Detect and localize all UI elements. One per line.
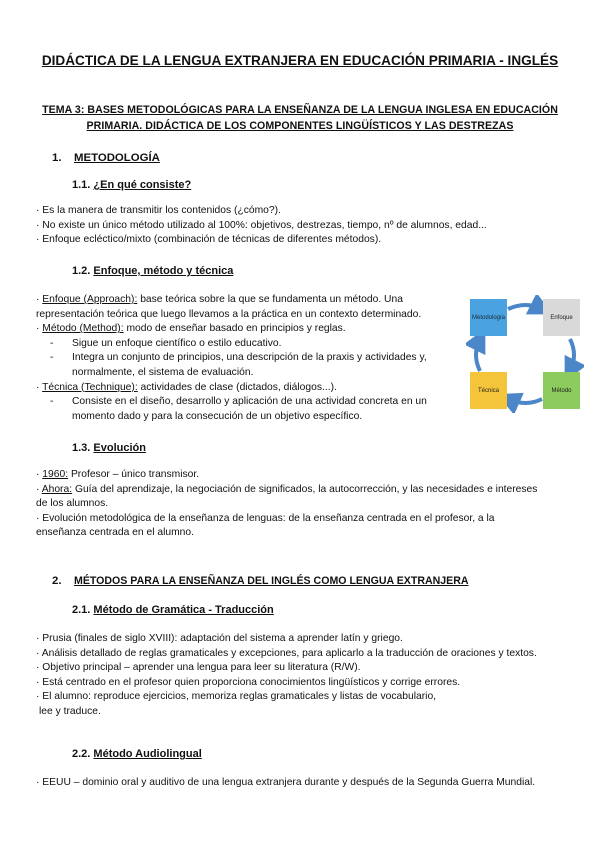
subsection-1-1-number: 1.1.: [72, 179, 91, 191]
subsection-1-1-body: [36, 204, 542, 248]
arrow-icon: [508, 305, 542, 309]
enfoque-definition: · Enfoque (Approach): base teórica sobre la que se fundamenta un método. Una representación teórica que luego llevamos a la práctica en un contexto determinado.: [36, 294, 422, 320]
year-1960-term: 1960:: [42, 469, 69, 480]
subsection-1-3-body: [36, 468, 542, 541]
metodo-text: modo de enseñar basado en principios y reglas.: [123, 323, 346, 335]
text-line: · EEUU – dominio oral y auditivo de una lengua extranjera durante y después de la Segunda Guerra Mundial.: [36, 777, 536, 788]
evolution-1960: · 1960: Profesor – único transmisor.: [36, 469, 200, 480]
list-item: - Integra un conjunto de principios, una descripción de la praxis y actividades y, normalmente, el sistema de evaluación.: [36, 351, 454, 380]
evolution-now: · Ahora: Guía del aprendizaje, la negociación de significados, la autocorrección, y las necesidades e intereses de los alumnos.: [36, 483, 538, 510]
subsection-1-3-title: Evolución: [93, 442, 146, 454]
tecnica-definition: · Técnica (Technique): actividades de clase (dictados, diálogos...).: [36, 381, 337, 393]
subsection-1-1-heading: [72, 178, 191, 192]
subsection-2-1-heading: [72, 603, 274, 617]
text-line: · Prusia (finales de siglo XVIII): adaptación del sistema a aprender latín y griego.: [36, 633, 403, 644]
subsection-1-3-heading: [72, 441, 146, 455]
arrow-icon: [570, 339, 574, 371]
text-line: · Es la manera de transmitir los contenidos (¿cómo?).: [36, 205, 281, 216]
subsection-1-3-number: 1.3.: [72, 442, 91, 454]
text-line: · Objetivo principal – aprender una lengua para leer su literatura (R/W).: [36, 662, 361, 674]
metodo-term: Método (Method):: [42, 323, 124, 335]
metodo-box: Método: [543, 372, 580, 409]
subsection-1-2-heading: [72, 264, 233, 278]
section-2-title: MÉTODOS PARA LA ENSEÑANZA DEL INGLÉS COMO LENGUA EXTRANJERA: [74, 575, 469, 587]
enfoque-term: Enfoque (Approach):: [42, 294, 138, 305]
subsection-1-2-number: 1.2.: [72, 265, 91, 277]
document-title: DIDÁCTICA DE LA LENGUA EXTRANJERA EN EDUCACIÓN PRIMARIA - INGLÉS: [41, 53, 559, 68]
list-item: - Sigue un enfoque científico o estilo educativo.: [36, 337, 454, 352]
text-line: · Enfoque ecléctico/mixto (combinación de técnicas de diferentes métodos).: [36, 234, 382, 246]
text-line: · Está centrado en el profesor quien proporciona conocimientos lingüísticos y corrige errores.: [36, 676, 461, 688]
subsection-1-2-title: Enfoque, método y técnica: [93, 265, 234, 277]
evolution-summary: · Evolución metodológica de la enseñanza de lenguas: de la enseñanza centrada en el profesor, a la enseñanza centrada en el alumno.: [36, 512, 495, 539]
section-1-heading: [52, 151, 160, 165]
section-2-heading: [52, 574, 469, 588]
section-1-title: METODOLOGÍA: [74, 152, 160, 164]
arrow-icon: [476, 339, 480, 371]
tecnica-text: actividades de clase (dictados, diálogos...).: [137, 381, 337, 393]
subsection-2-2-number: 2.2.: [72, 748, 91, 760]
metodo-definition: · Método (Method): modo de enseñar basado en principios y reglas.: [36, 323, 346, 335]
tecnica-box: Técnica: [470, 372, 507, 409]
arrow-icon: [508, 399, 542, 403]
enfoque-box: Enfoque: [543, 299, 580, 336]
subsection-2-1-number: 2.1.: [72, 604, 91, 616]
now-term: Ahora:: [41, 483, 73, 495]
list-item: - Consiste en el diseño, desarrollo y aplicación de una actividad concreta en un momento dado y para la consecución de un objetivo específico.: [36, 395, 454, 424]
subsection-1-1-title: ¿En qué consiste?: [93, 179, 192, 191]
subsection-2-2-heading: [72, 747, 202, 761]
subsection-2-1-body: [36, 632, 542, 720]
subsection-2-2-title: Método Audiolingual: [93, 748, 202, 760]
tecnica-term: Técnica (Technique):: [42, 381, 138, 393]
metodologia-box: Metodología: [470, 299, 507, 336]
document-subtitle: TEMA 3: BASES METODOLÓGICAS PARA LA ENSEÑANZA DE LA LENGUA INGLESA EN EDUCACIÓN PRIMARIA. DIDÁCTICA DE LOS COMPONENTES LINGÜÍSTICOS Y LAS DESTREZAS: [42, 104, 558, 132]
subsection-2-2-body: [36, 776, 542, 791]
text-line: lee y traduce.: [39, 705, 101, 717]
metodo-list: [36, 337, 454, 381]
tecnica-list: [36, 395, 454, 424]
now-text: Guía del aprendizaje, la negociación de significados, la autocorrección, y las necesidades e intereses de los alumnos.: [36, 483, 538, 510]
section-2-number: 2.: [52, 575, 62, 587]
text-line: · El alumno: reproduce ejercicios, memoriza reglas gramaticales y listas de vocabulario,: [36, 691, 437, 703]
enfoque-text: base teórica sobre la que se fundamenta un método. Una representación teórica que luego llevamos a la práctica en un contexto determinado.: [36, 294, 422, 320]
year-1960-text: Profesor – único transmisor.: [68, 469, 200, 480]
subsection-1-2-body: [36, 293, 454, 424]
text-line: · Análisis detallado de reglas gramaticales y excepciones, para aplicarlo a la traducción de oraciones y textos.: [36, 647, 537, 659]
subsection-2-1-title: Método de Gramática - Traducción: [93, 604, 274, 616]
text-line: · No existe un único método utilizado al 100%: objetivos, destrezas, tiempo, nº de alumnos, edad...: [36, 219, 487, 231]
section-1-number: 1.: [52, 152, 62, 164]
methodology-cycle-diagram: [466, 295, 584, 413]
